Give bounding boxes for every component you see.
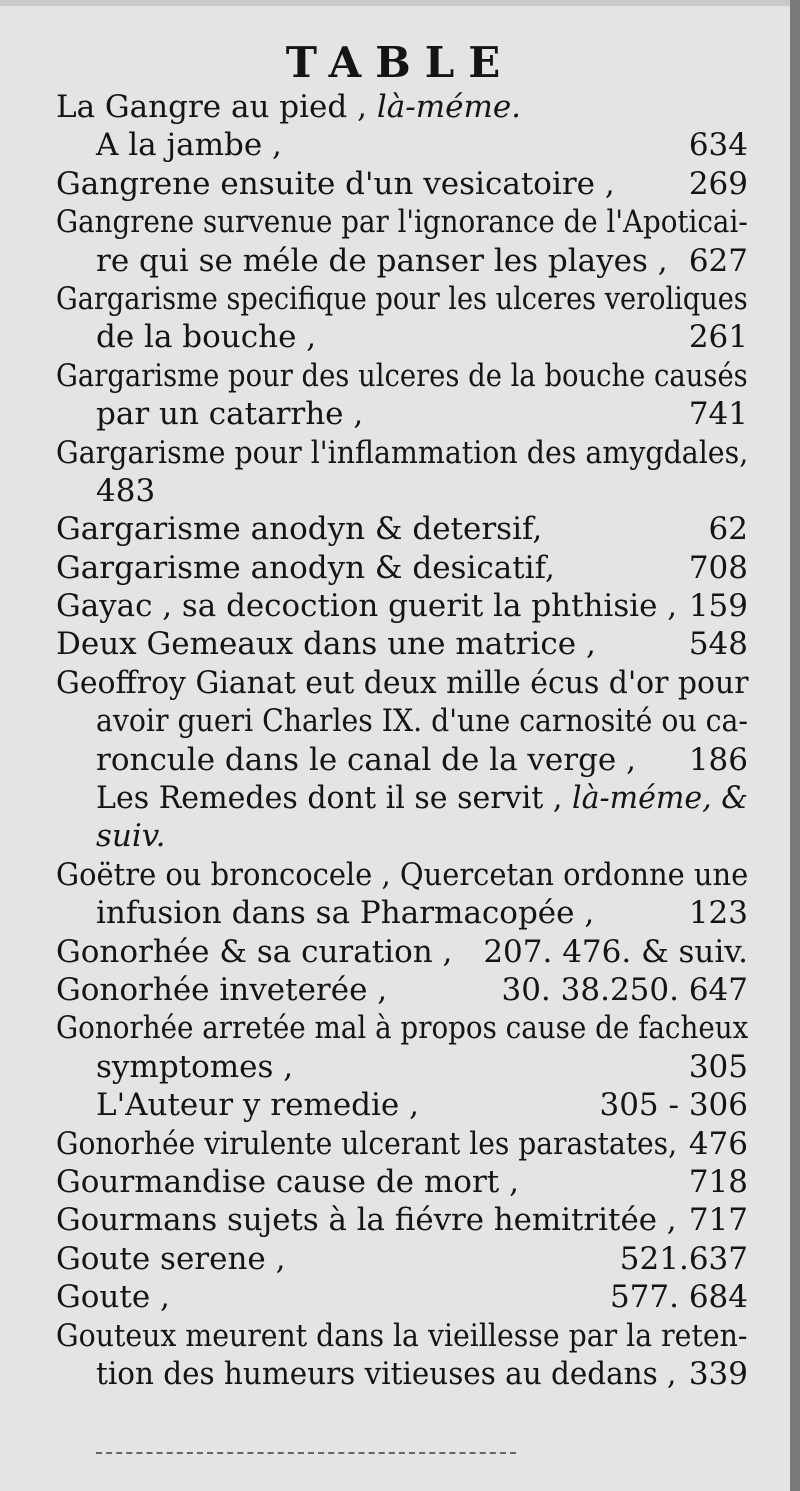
index-entry [56,472,748,510]
entry-page-number: 717 [688,1202,748,1239]
entry-label: infusion dans sa Pharmacopée , [96,895,595,932]
entry-label: Gonorhée inveterée , [56,971,388,1008]
index-entry [56,779,748,817]
entry-page-number: 207. 476. & suiv. [483,933,748,970]
entry-page-number: 269 [688,165,748,202]
entry-label: Gourmandise cause de mort , [56,1163,519,1200]
index-entry [56,1048,748,1086]
entry-text [56,549,555,587]
entry-label: Gangrene ensuite d'un vesicatoire , [56,165,615,202]
index-entry [56,165,748,203]
index-entry [56,357,748,395]
entry-text [96,894,594,932]
entry-text [56,165,615,203]
entry-label: Goute , [56,1279,170,1316]
page-title: TABLE [285,38,515,87]
entry-text [56,510,542,548]
entry-page-number: 30. 38.250. 647 [501,971,748,1008]
entry-page-number: 741 [688,396,748,433]
index-entry [56,395,748,433]
entry-text [96,1048,293,1086]
entry-text [56,933,452,971]
entry-text [56,664,749,702]
entry-label: Gourmans sujets à la fiévre hemitritée , [56,1202,677,1239]
entry-text [56,856,748,894]
entry-text [56,280,748,318]
index-entry [56,856,748,894]
index-entry [56,1278,748,1316]
entry-text [56,1125,677,1163]
entry-reference: suiv. [96,818,166,855]
index-entry [56,1240,748,1278]
entry-page-number: 627 [688,242,748,279]
index-entry [56,1201,748,1239]
entry-text [96,318,316,356]
bottom-rule [96,1452,516,1454]
entry-text [96,1355,676,1393]
entry-label: L'Auteur y remedie , [96,1087,419,1124]
entry-text [96,126,282,164]
entry-label: 483 [96,472,156,509]
index-entry [56,126,748,164]
index-entry [56,549,748,587]
index-entry [56,1125,748,1163]
index-entry [56,664,748,702]
entry-page-number: 521.637 [619,1240,748,1277]
entry-label: Les Remedes dont il se servit , [96,780,563,817]
entry-page-number: 305 [688,1048,748,1085]
index-entry [56,933,748,971]
entry-text [96,242,668,280]
entry-label: tion des humeurs vitieuses au dedans , [96,1355,677,1392]
entry-reference: là-méme, & [571,780,748,817]
entry-label: Gargarisme pour l'inflammation des amygdales, [56,434,749,471]
index-entry [56,587,748,625]
index-entry [56,280,748,318]
entry-text [56,88,521,126]
entry-label: Gonorhée virulente ulcerant les parastates, [56,1125,678,1162]
index-entry [56,88,748,126]
entry-page-number: 718 [688,1163,748,1200]
entry-label: avoir gueri Charles IX. d'une carnosité ou ca- [96,703,748,740]
entry-text [96,702,748,740]
index-entry [56,741,748,779]
entry-text [56,1163,519,1201]
entry-label: de la bouche , [96,319,317,356]
entry-text [96,472,155,510]
entry-text [56,971,387,1009]
entry-label: Gangrene survenue par l'ignorance de l'Apoticai- [56,204,748,241]
entry-label: Gargarisme specifique pour les ulceres veroliques [56,280,748,317]
entry-label: Gayac , sa decoction guerit la phthisie , [56,588,678,625]
entry-label: A la jambe , [96,127,282,164]
entry-label: La Gangre au pied , [56,89,367,125]
entry-label: Gonorhée arretée mal à propos cause de facheux [56,1010,749,1047]
index-entry [56,1355,748,1393]
entry-label: symptomes , [96,1048,294,1085]
entry-text [56,357,748,395]
entry-text [96,395,363,433]
entry-label: Gouteux meurent dans la vieillesse par la reten- [56,1317,748,1354]
entry-page-number: 305 - 306 [599,1087,748,1124]
entry-page-number: 186 [688,741,748,778]
entry-text [56,434,748,472]
index-entry [56,971,748,1009]
entry-page-number: 548 [688,626,748,663]
index-entry [56,625,748,663]
entry-label: Gargarisme anodyn & desicatif, [56,549,555,586]
entry-label: par un catarrhe , [96,396,364,433]
index-entry [56,1163,748,1201]
index-entry [56,894,748,932]
entry-page-number: 708 [688,549,748,586]
index-entry [56,510,748,548]
entry-label: Goute serene , [56,1240,286,1277]
entry-page-number: 577. 684 [609,1279,748,1316]
index-entry [56,817,748,855]
entry-reference: là-méme. [376,89,522,125]
entry-page-number: 123 [688,895,748,932]
entry-text [96,741,636,779]
entry-text [96,817,165,855]
entry-text [96,1086,419,1124]
index-entry [56,203,748,241]
entry-label: Deux Gemeaux dans une matrice , [56,626,596,663]
index-entry [56,1086,748,1124]
entry-text [56,1009,748,1047]
index-entry [56,242,748,280]
index-entry [56,434,748,472]
entry-text [96,779,748,817]
entry-page-number: 159 [688,588,748,625]
page-top-edge [0,0,800,6]
entry-page-number: 62 [708,511,748,548]
entry-label: Geoffroy Gianat eut deux mille écus d'or pour [56,664,749,701]
entry-page-number: 261 [688,319,748,356]
index-entry [56,702,748,740]
entry-page-number: 476 [688,1125,748,1162]
entry-text [56,1278,170,1316]
entry-text [56,587,677,625]
entry-label: roncule dans le canal de la verge , [96,741,636,778]
entry-label: Gargarisme anodyn & detersif, [56,511,543,548]
index-entry [56,318,748,356]
entry-page-number: 339 [688,1355,748,1392]
entry-text [56,203,748,241]
index-entry [56,1009,748,1047]
index-entry [56,1317,748,1355]
entry-text [56,1317,747,1355]
entry-label: Gargarisme pour des ulceres de la bouche causés [56,357,748,394]
entry-text [56,625,596,663]
index-entries [56,88,748,1393]
entry-label: Goëtre ou broncocele , Quercetan ordonne une [56,856,749,893]
entry-label: Gonorhée & sa curation , [56,933,453,970]
entry-text [56,1201,677,1239]
entry-page-number: 634 [688,127,748,164]
entry-text [56,1240,286,1278]
entry-label: re qui se méle de panser les playes , [96,242,668,279]
page-binding-edge [790,0,800,1491]
